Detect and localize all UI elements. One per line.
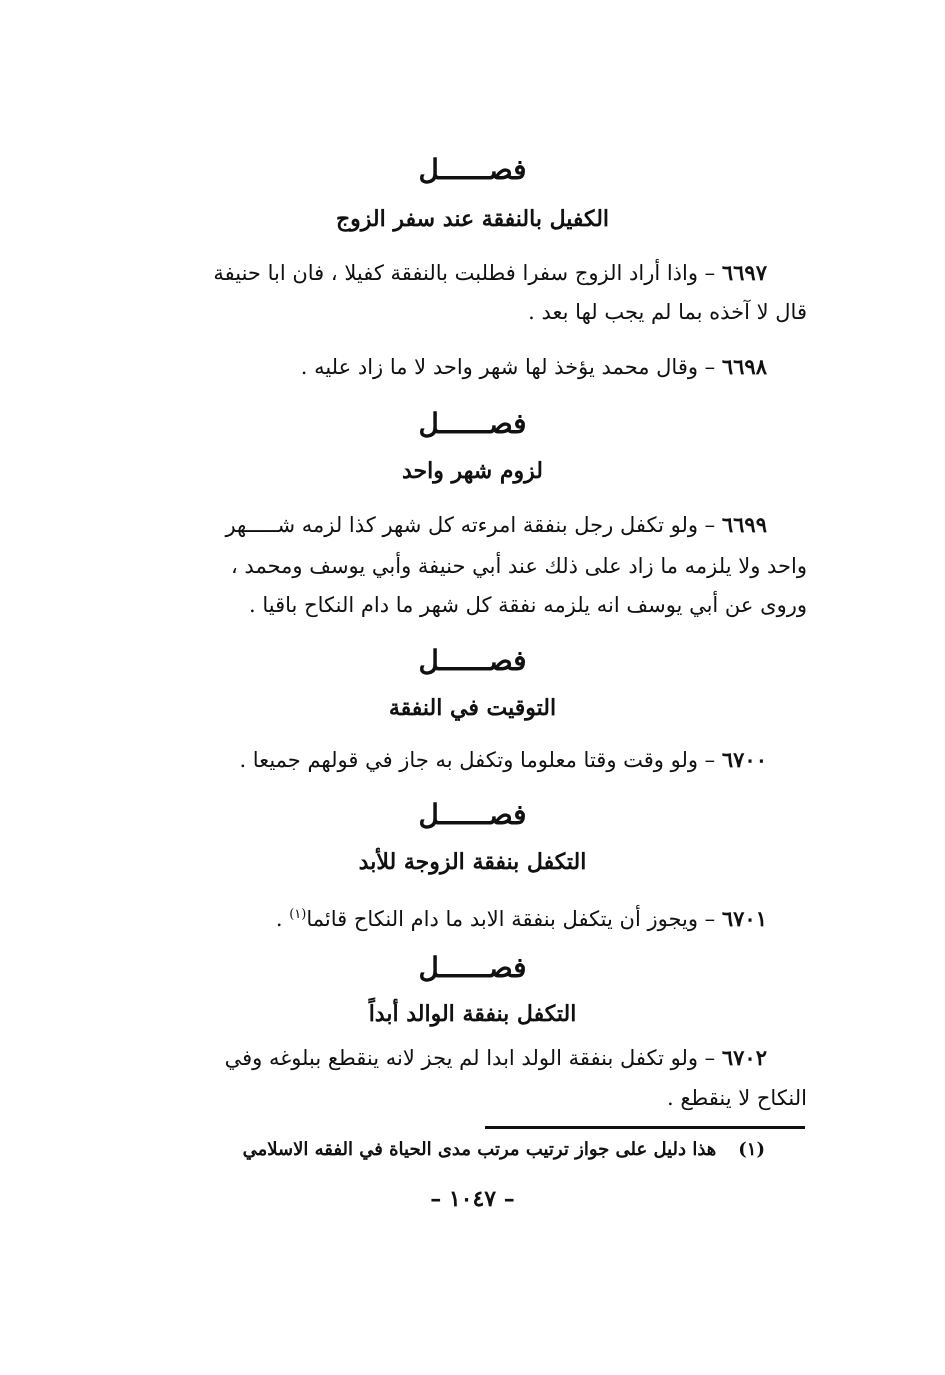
paragraph-6699-number: ٦٦٩٩ <box>721 512 767 537</box>
footnote-divider <box>485 1126 805 1129</box>
paragraph-6702-line-1 <box>225 1043 767 1073</box>
paragraph-6698-text-1: – وقال محمد يؤخذ لها شهر واحد لا ما زاد عليه . <box>300 355 716 379</box>
paragraph-6700-line-1 <box>239 745 767 775</box>
paragraph-6697-text-1: – واذا أراد الزوج سفرا فطلبت بالنفقة كفيلا ، فان ابا حنيفة <box>213 261 716 285</box>
paragraph-6701-text-1: – ويجوز أن يتكفل بنفقة الابد ما دام النكاح قائما <box>306 907 716 931</box>
section-1-fasl: فصــــــل <box>418 153 527 186</box>
paragraph-6702-text-1: – ولو تكفل بنفقة الولد ابدا لم يجز لانه ينقطع ببلوغه وفي <box>224 1046 716 1070</box>
paragraph-6698-number: ٦٦٩٨ <box>721 354 767 379</box>
paragraph-6697-line-2: قال لا آخذه بما لم يجب لها بعد . <box>528 300 807 324</box>
section-1-heading: الكفيل بالنفقة عند سفر الزوج <box>335 206 610 232</box>
page-number: – ١٠٤٧ – <box>430 1186 515 1212</box>
section-3-fasl: فصــــــل <box>418 644 527 677</box>
paragraph-6699-line-1 <box>225 510 767 540</box>
footnote-text: هذا دليل على جواز ترتيب مرتب مدى الحياة في الفقه الاسلامي <box>242 1139 717 1160</box>
paragraph-6702-line-2: النكاح لا ينقطع . <box>666 1086 807 1110</box>
paragraph-6699-line-2: واحد ولا يلزمه ما زاد على ذلك عند أبي حنيفة وأبي يوسف ومحمد ، <box>230 554 807 578</box>
paragraph-6700-text-1: – ولو وقت وقتا معلوما وتكفل به جاز في قولهم جميعا . <box>239 748 716 772</box>
section-3-heading: التوقيت في النفقة <box>388 695 557 721</box>
paragraph-6701-line-1 <box>276 900 767 934</box>
paragraph-6698-line-1 <box>301 352 767 382</box>
section-2-fasl: فصــــــل <box>418 407 527 440</box>
footnote-reference: (١) <box>289 907 307 922</box>
paragraph-6702-number: ٦٧٠٢ <box>721 1045 767 1070</box>
paragraph-6701-number: ٦٧٠١ <box>721 906 767 931</box>
section-4-fasl: فصــــــل <box>418 798 527 831</box>
paragraph-6697-line-1 <box>213 258 767 288</box>
footnote <box>243 1136 765 1164</box>
footnote-mark: (١) <box>738 1139 765 1160</box>
paragraph-6699-text-1: – ولو تكفل رجل بنفقة امرءته كل شهر كذا لزمه شـــــهر <box>225 513 716 537</box>
section-5-heading: التكفل بنفقة الوالد أبداً <box>368 1001 577 1027</box>
section-5-fasl: فصــــــل <box>418 951 527 984</box>
paragraph-6697-number: ٦٦٩٧ <box>721 260 767 285</box>
paragraph-6700-number: ٦٧٠٠ <box>721 747 767 772</box>
section-2-heading: لزوم شهر واحد <box>401 458 543 484</box>
paragraph-6699-line-3: وروى عن أبي يوسف انه يلزمه نفقة كل شهر ما دام النكاح باقيا . <box>249 593 807 617</box>
section-4-heading: التكفل بنفقة الزوجة للأبد <box>358 849 587 875</box>
paragraph-6701-tail: . <box>275 907 290 931</box>
